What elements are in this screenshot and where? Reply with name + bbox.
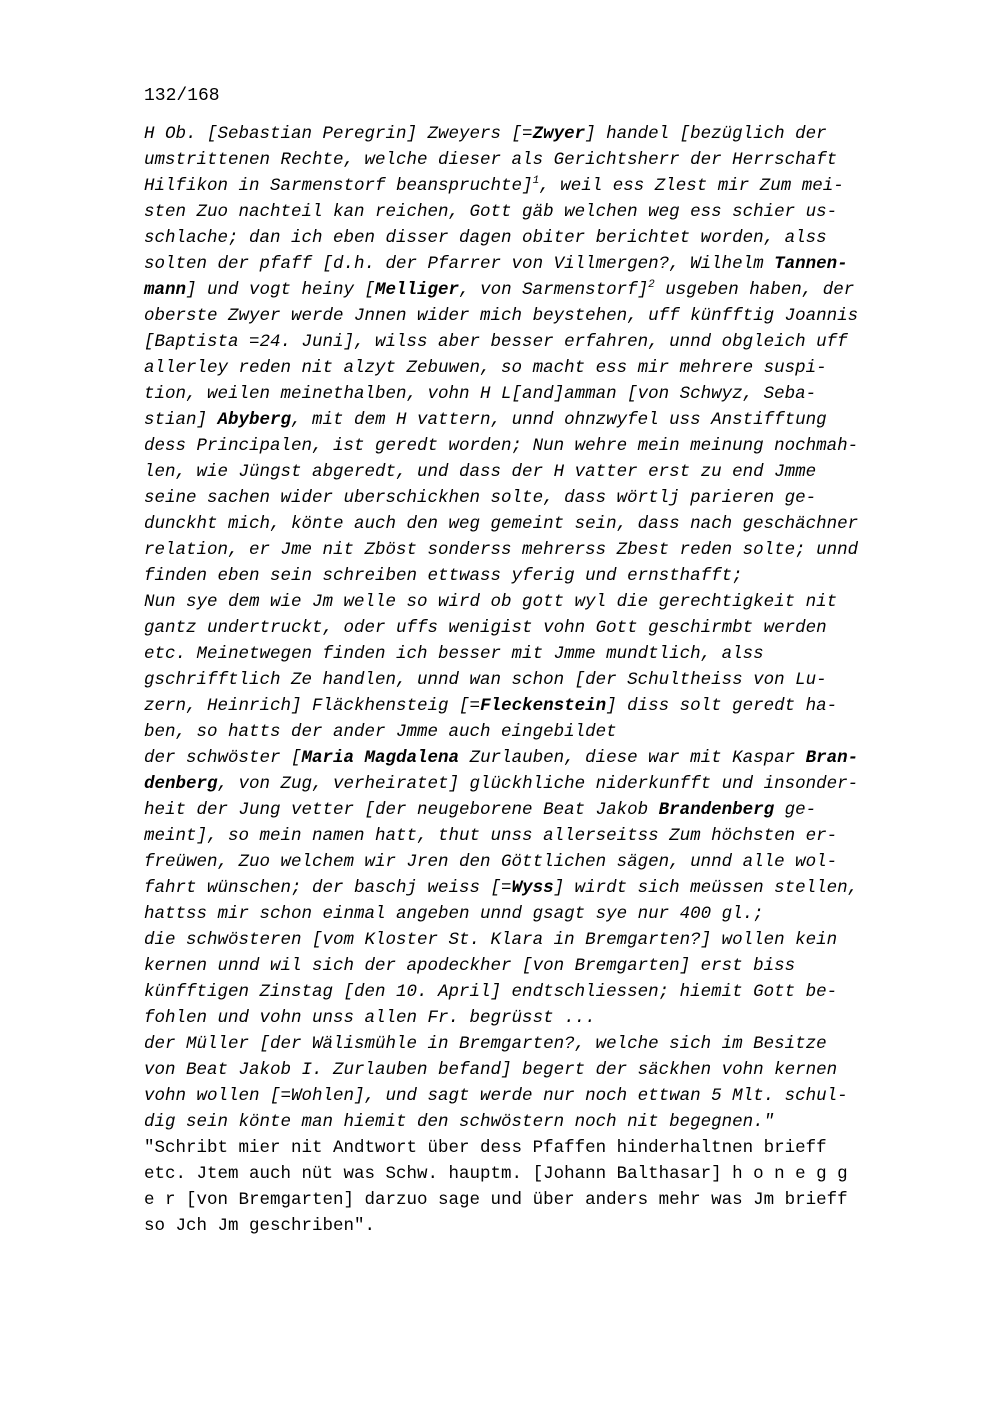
text-segment: allerley reden nit alzyt Zebuwen, so macht ess mir mehrere suspi- [144,358,827,378]
text-segment: fohlen und vohn unss allen Fr. begrüsst ... [144,1008,596,1028]
bold-name: Bran- [805,748,859,768]
text-segment: die schwösteren [vom Kloster St. Klara in Bremgarten?] wollen kein [144,930,838,950]
text-segment: solten der pfaff [d.h. der Pfarrer von Villmergen?, Wilhelm [144,254,775,274]
body-text [144,121,924,1239]
text-line [144,563,924,589]
text-line [144,1161,924,1187]
text-segment: von Beat Jakob I. Zurlauben befand] begert der säckhen vohn kernen [144,1060,838,1080]
text-line [144,303,924,329]
footnote-ref: 1 [532,175,540,188]
text-line [144,329,924,355]
text-segment: gschrifftlich Ze handlen, unnd wan schon [der Schultheiss von Lu- [144,670,827,690]
text-line [144,1135,924,1161]
text-line [144,901,924,927]
text-segment: freüwen, Zuo welchem wir Jren den Göttlichen sägen, unnd alle wol- [144,852,838,872]
text-segment: ] und vogt heiny [ [186,280,376,300]
text-segment: Zurlauben, diese war mit Kaspar [459,748,806,768]
text-segment: [Baptista =24. Juni], wilss aber besser erfahren, unnd obgleich uff [144,332,848,352]
text-line [144,355,924,381]
text-segment: , von Zug, verheiratet] glückhliche niderkunfft und insonder- [217,774,859,794]
text-segment: "Schribt mier nit Andtwort über dess Pfaffen hinderhaltnen brieff [144,1138,827,1158]
text-segment: etc. Jtem auch nüt was Schw. hauptm. [Johann Balthasar] h o n e g g [144,1164,848,1184]
text-line [144,381,924,407]
text-line [144,771,924,797]
text-line [144,1213,924,1239]
text-segment: dig sein könte man hiemit den schwöstern noch nit begegnen." [144,1112,775,1132]
text-line [144,641,924,667]
text-segment: ] diss solt geredt ha- [606,696,838,716]
text-line [144,225,924,251]
text-line [144,745,924,771]
text-line [144,407,924,433]
text-line [144,1057,924,1083]
text-line [144,979,924,1005]
text-segment: kernen unnd wil sich der apodeckher [von Bremgarten] erst biss [144,956,796,976]
text-line [144,147,924,173]
text-segment: zern, Heinrich] Fläckhensteig [= [144,696,481,716]
text-segment: der schwöster [ [144,748,302,768]
text-segment: so Jch Jm geschriben". [144,1216,376,1236]
text-segment: ] handel [bezüglich der [585,124,827,144]
text-segment: stian] [144,410,218,430]
text-line [144,1031,924,1057]
text-segment: Nun sye dem wie Jm welle so wird ob gott wyl die gerechtigkeit nit [144,592,838,612]
text-line [144,953,924,979]
bold-name: Tannen- [774,254,848,274]
text-line [144,433,924,459]
text-line [144,459,924,485]
text-line [144,537,924,563]
text-segment: etc. Meinetwegen finden ich besser mit Jmme mundtlich, alss [144,644,764,664]
text-segment: ge- [774,800,817,820]
text-line [144,173,924,199]
text-segment: finden eben sein schreiben ettwass yferig und ernsthafft; [144,566,743,586]
text-segment: , weil ess Zlest mir Zum mei- [539,176,844,196]
text-segment: schlache; dan ich eben disser dagen obiter berichtet worden, alss [144,228,827,248]
text-line [144,875,924,901]
text-segment: ] wirdt sich meüssen stellen, [553,878,859,898]
text-segment: seine sachen wider uberschickhen solte, dass wörtlj parieren ge- [144,488,817,508]
text-line [144,823,924,849]
text-segment: dunckht mich, könte auch den weg gemeint sein, dass nach geschächner [144,514,859,534]
bold-name: Fleckenstein [480,696,607,716]
text-segment: heit der Jung vetter [der neugeborene Beat Jakob [144,800,659,820]
text-segment: gantz undertruckt, oder uffs wenigist vohn Gott geschirmbt werden [144,618,827,638]
text-segment: fahrt wünschen; der baschj weiss [= [144,878,512,898]
page-number: 132/168 [144,86,220,106]
text-line [144,849,924,875]
text-line [144,927,924,953]
text-segment: len, wie Jüngst abgeredt, und dass der H vatter erst zu end Jmme [144,462,817,482]
text-line [144,199,924,225]
text-segment: H Ob. [Sebastian Peregrin] Zweyers [= [144,124,533,144]
text-line [144,277,924,303]
bold-name: Melliger [375,280,460,300]
text-segment: e r [von Bremgarten] darzuo sage und über anders mehr was Jm brieff [144,1190,848,1210]
text-segment: künfftigen Zinstag [den 10. April] endtschliessen; hiemit Gott be- [144,982,838,1002]
bold-name: Brandenberg [658,800,775,820]
text-segment: der Müller [der Wälismühle in Bremgarten?, welche sich im Besitze [144,1034,827,1054]
text-segment: Hilfikon in Sarmenstorf beanspruchte] [144,176,533,196]
text-segment: , mit dem H vattern, unnd ohnzwyfel uss Anstifftung [291,410,827,430]
text-segment: sten Zuo nachteil kan reichen, Gott gäb welchen weg ess schier us- [144,202,838,222]
text-segment: oberste Zwyer werde Jnnen wider mich beystehen, uff künfftig Joannis [144,306,859,326]
text-line [144,251,924,277]
text-segment: meint], so mein namen hatt, thut unss allerseitss Zum höchsten er- [144,826,838,846]
text-line [144,797,924,823]
text-line [144,693,924,719]
text-line [144,121,924,147]
bold-name: Abyberg [217,410,292,430]
text-line [144,1187,924,1213]
text-line [144,667,924,693]
bold-name: denberg [144,774,218,794]
bold-name: Zwyer [532,124,586,144]
text-line [144,1083,924,1109]
bold-name: mann [144,280,187,300]
text-line [144,511,924,537]
text-line [144,485,924,511]
text-line [144,719,924,745]
text-segment: vohn wollen [=Wohlen], und sagt werde nur noch ettwan 5 Mlt. schul- [144,1086,848,1106]
text-segment: , von Sarmenstorf] [459,280,649,300]
text-segment: dess Principalen, ist geredt worden; Nun wehre mein meinung nochmah- [144,436,859,456]
text-line [144,1005,924,1031]
text-segment: usgeben haben, der [654,280,855,300]
text-segment: ben, so hatts der ander Jmme auch eingebildet [144,722,617,742]
text-line [144,589,924,615]
text-segment: tion, weilen meinethalben, vohn H L[and]amman [von Schwyz, Seba- [144,384,817,404]
text-line [144,615,924,641]
text-line [144,1109,924,1135]
text-segment: umstrittenen Rechte, welche dieser als Gerichtsherr der Herrschaft [144,150,838,170]
text-segment: relation, er Jme nit Zböst sonderss mehrerss Zbest reden solte; unnd [144,540,859,560]
bold-name: Wyss [511,878,554,898]
text-segment: hattss mir schon einmal angeben unnd gsagt sye nur 400 gl.; [144,904,764,924]
footnote-ref: 2 [648,279,655,292]
bold-name: Maria Magdalena [301,748,460,768]
